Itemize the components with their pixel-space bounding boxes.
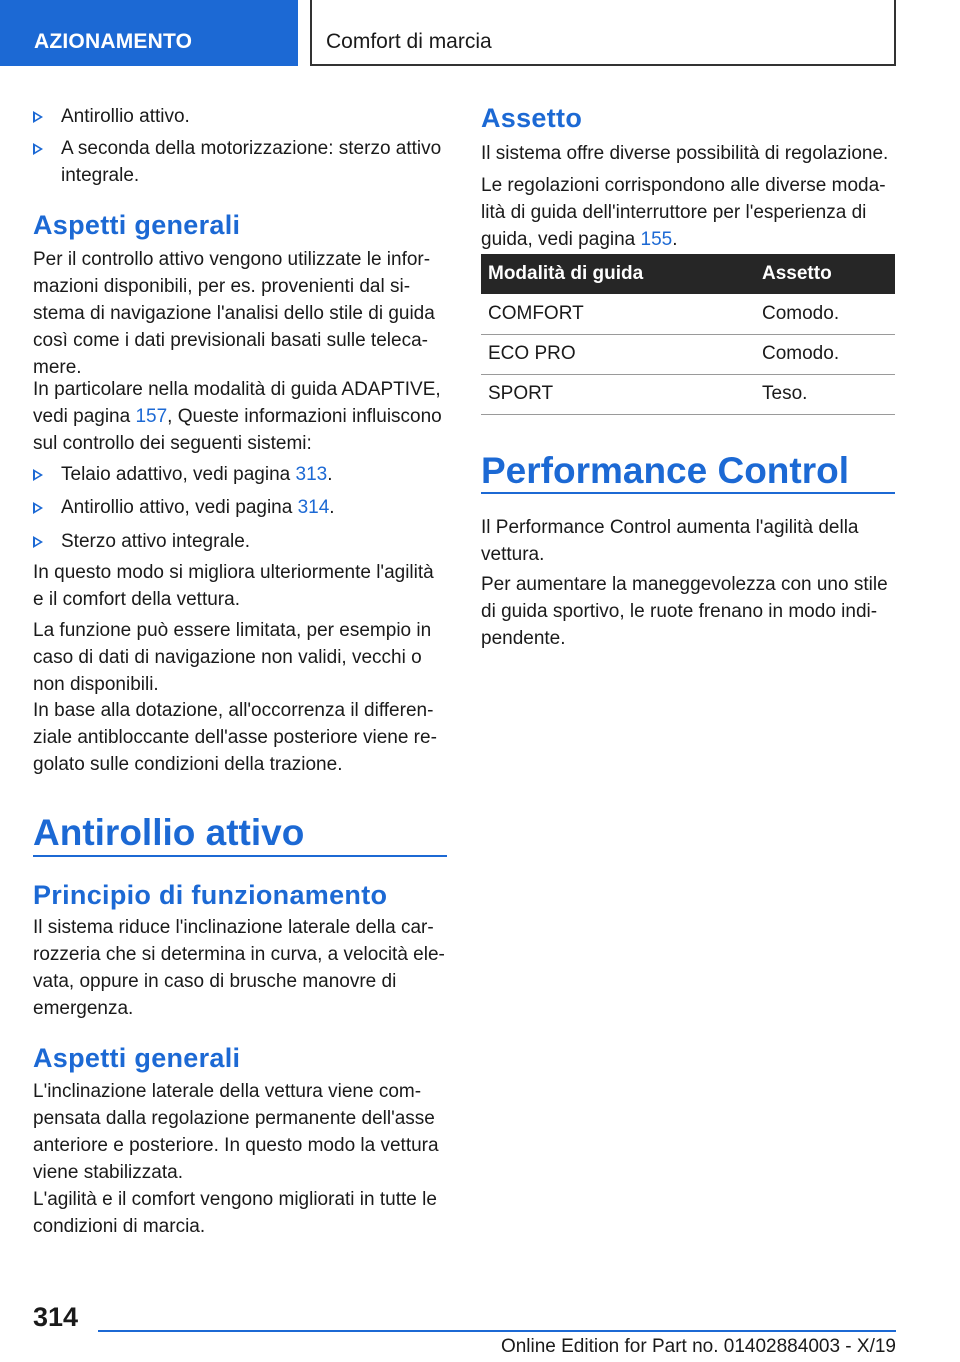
triangle-bullet-icon	[33, 469, 43, 481]
list-item: A seconda della motorizzazione: sterzo attivo integrale.	[33, 135, 447, 189]
section-heading: Principio di funzionamento	[33, 880, 388, 910]
table-cell: ECO PRO	[481, 334, 755, 374]
paragraph: Il sistema offre diverse possibilità di regolazione.	[481, 143, 889, 164]
paragraph: Per aumentare la maneggevolezza con uno stile di guida sportivo, le ruote frenano in modo indipendente.	[481, 574, 888, 649]
paragraph: Il Performance Control aumenta l'agilità della vettura.	[481, 517, 859, 565]
heading-rule	[33, 855, 447, 857]
page-link[interactable]: 314	[297, 497, 330, 518]
paragraph: In particolare nella modalità di guida ADAPTIVE, vedi pagina 157, Queste informazioni influiscono sul controllo dei seguenti sistemi:	[33, 379, 442, 454]
paragraph: Le regolazioni corrispondono alle diverse modalità di guida dell'interruttore per l'esperienza di guida, vedi pagina 155.	[481, 175, 886, 250]
table-row	[481, 374, 895, 414]
triangle-bullet-icon	[33, 536, 43, 548]
column-header: Modalità di guida	[481, 254, 755, 294]
paragraph: La funzione può essere limitata, per esempio in caso di dati di navigazione non validi, vecchi o non disponibili.	[33, 620, 432, 695]
paragraph: Il sistema riduce l'inclinazione laterale della carrozzeria che si determina in curva, a velocità elevata, oppure in caso di brusche manovre di emergenza.	[33, 917, 445, 1019]
table-cell: COMFORT	[481, 294, 755, 334]
page-link[interactable]: 313	[295, 464, 328, 485]
column-header: Assetto	[755, 254, 895, 294]
list-item: Telaio adattivo, vedi pagina 313.	[33, 461, 447, 488]
page-link[interactable]: 157	[135, 406, 168, 427]
section-heading: Aspetti generali	[33, 1043, 241, 1073]
paragraph: L'inclinazione laterale della vettura viene compensata dalla regolazione permanente dell'asse anteriore e posteriore. In questo modo la vettura viene stabilizzata.	[33, 1081, 439, 1183]
paragraph: In questo modo si migliora ulteriormente l'agilità e il comfort della vettura.	[33, 562, 434, 610]
chapter-heading: Antirollio attivo	[33, 812, 305, 853]
page-header	[0, 0, 960, 68]
table-cell: SPORT	[481, 374, 755, 414]
edition-footer: Online Edition for Part no. 01402884003 - X/19	[500, 1336, 896, 1357]
page-number: 314	[33, 1302, 79, 1332]
chapter-title: Comfort di marcia	[310, 0, 896, 66]
list-item: Sterzo attivo integrale.	[33, 528, 447, 555]
list-item: Antirollio attivo.	[33, 103, 447, 130]
section-heading: Assetto	[481, 103, 583, 133]
table-cell: Comodo.	[755, 334, 895, 374]
table-cell: Comodo.	[755, 294, 895, 334]
footer-rule	[98, 1330, 896, 1332]
section-tab[interactable]: AZIONAMENTO	[0, 0, 298, 66]
chapter-heading: Performance Control	[481, 450, 850, 491]
table-header-row	[481, 254, 895, 294]
list-item: Antirollio attivo, vedi pagina 314.	[33, 494, 447, 521]
table-cell: Teso.	[755, 374, 895, 414]
assetto-table	[481, 254, 895, 415]
triangle-bullet-icon	[33, 143, 43, 155]
heading-rule	[481, 492, 895, 494]
table-row	[481, 334, 895, 374]
page-link[interactable]: 155	[640, 229, 673, 250]
triangle-bullet-icon	[33, 502, 43, 514]
paragraph: L'agilità e il comfort vengono migliorati in tutte le condizioni di marcia.	[33, 1189, 437, 1237]
section-heading: Aspetti generali	[33, 210, 241, 240]
paragraph: In base alla dotazione, all'occorrenza il differenziale antibloccante dell'asse posteriore viene regolato sulle condizioni della trazione.	[33, 700, 437, 775]
paragraph: Per il controllo attivo vengono utilizzate le informazioni disponibili, per es. provenienti dal sistema di navigazione l'analisi dello stile di guida così come i dati previsionali basati sulle telecamere.	[33, 249, 435, 378]
table-row	[481, 294, 895, 334]
triangle-bullet-icon	[33, 111, 43, 123]
